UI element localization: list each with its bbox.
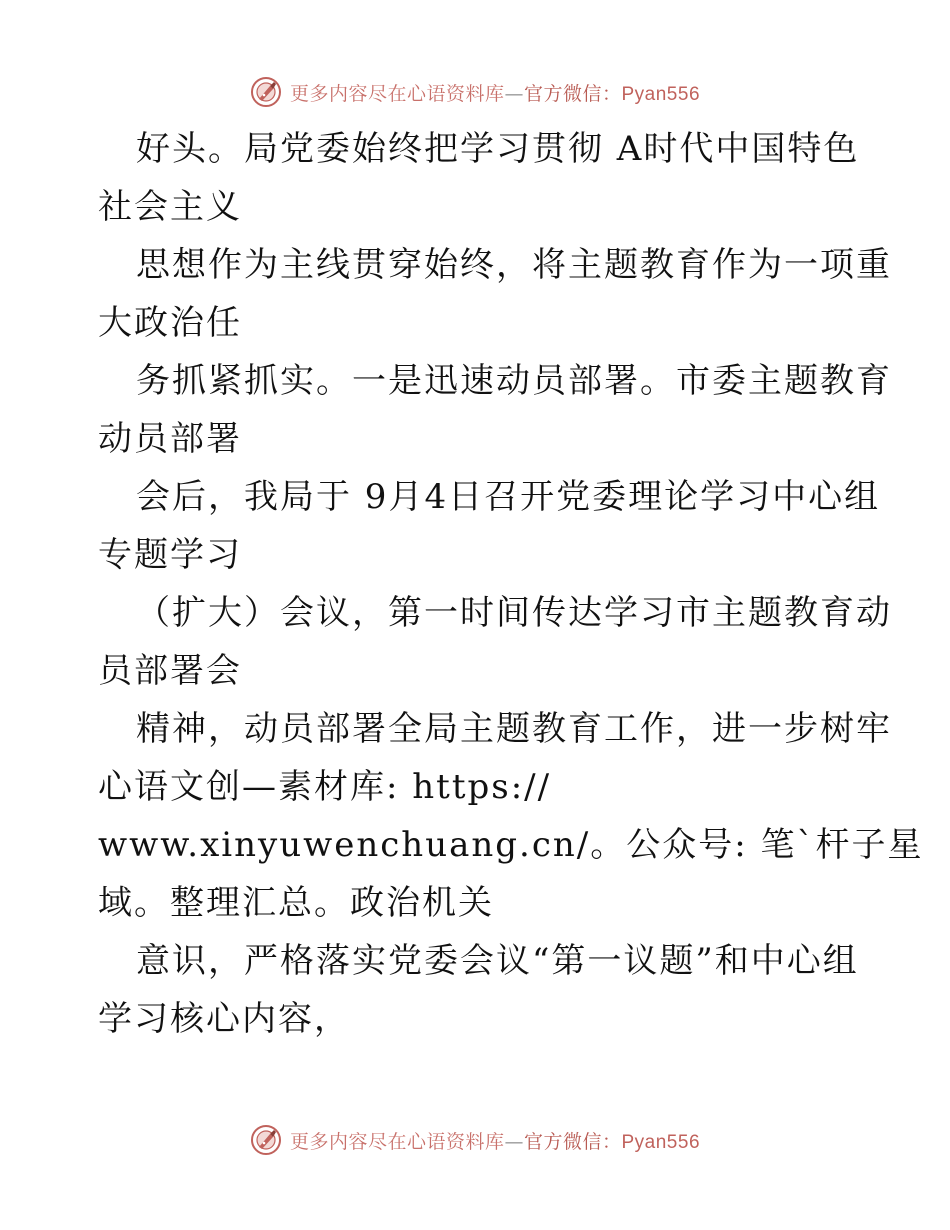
footer-brand-text: 更多内容尽在心语资料库 [289,1130,505,1153]
footer-wechat-id: Pyan556 [621,1131,701,1153]
body-line: 精神，动员部署全局主题教育工作，进一步树牢 [136,709,892,749]
header-wechat-id: Pyan556 [621,83,701,105]
body-line: 员部署会 [98,651,242,691]
body-line: www.xinyuwenchuang.cn/。公众号: 笔`杆子星 [98,825,924,865]
body-line: 会后，我局于 9月4日召开党委理论学习中心组 [136,477,881,517]
document-body [98,120,924,1048]
body-line: 动员部署 [98,419,242,459]
footer-banner [0,1120,950,1160]
header-dash: — [504,82,524,105]
footer-dash: — [504,1130,524,1153]
body-line: 社会主义 [98,187,242,227]
body-line: 学习核心内容， [98,999,350,1039]
header-brand-text: 更多内容尽在心语资料库 [289,82,505,105]
body-line: 思想作为主线贯穿始终，将主题教育作为一项重 [136,245,892,285]
footer-wechat-label: 官方微信： [523,1130,622,1153]
body-line: 心语文创—素材库: https:// [98,767,552,807]
pen-nib-logo-icon [250,76,282,108]
body-line: 域。整理汇总。政治机关 [98,883,494,923]
pen-nib-logo-icon [250,1124,282,1156]
body-line: 专题学习 [98,535,242,575]
body-line: （扩大）会议，第一时间传达学习市主题教育动 [136,593,892,633]
footer-banner-text [290,1127,700,1154]
body-line: 意识，严格落实党委会议“第一议题”和中心组 [136,941,859,981]
body-line: 好头。局党委始终把学习贯彻 A时代中国特色 [136,129,860,169]
header-wechat-label: 官方微信： [523,82,622,105]
body-line: 大政治任 [98,303,242,343]
body-line: 务抓紧抓实。一是迅速动员部署。市委主题教育 [136,361,892,401]
header-banner-text [290,79,700,106]
header-banner [0,72,950,112]
